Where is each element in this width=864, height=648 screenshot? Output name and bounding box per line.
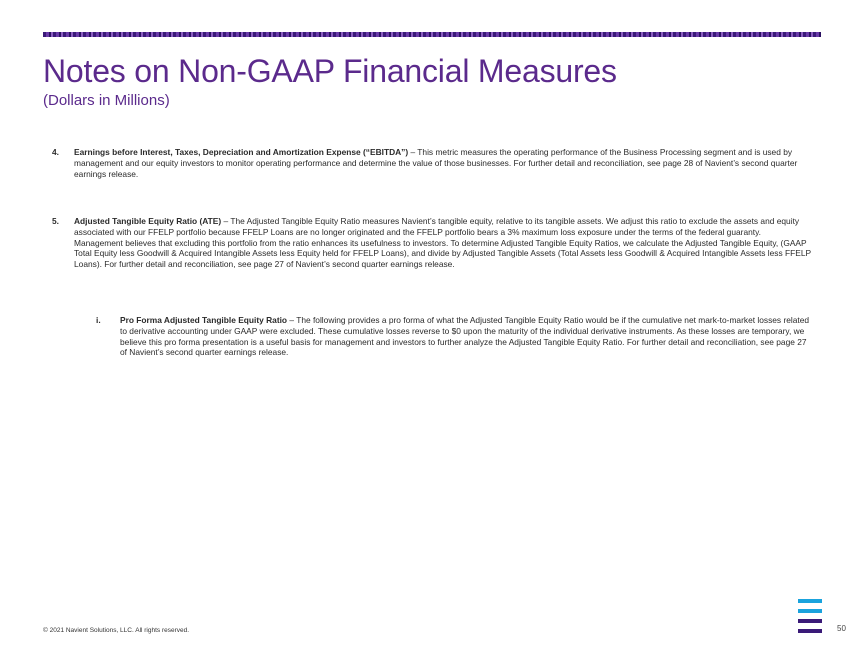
note-body xyxy=(74,147,812,179)
page-number: 50 xyxy=(837,624,846,633)
note-number: 5. xyxy=(52,216,59,226)
note-body xyxy=(74,216,812,270)
note-heading: Pro Forma Adjusted Tangible Equity Ratio xyxy=(120,315,288,325)
note-number: 4. xyxy=(52,147,59,157)
note-text: – The following provides a pro forma of what the Adjusted Tangible Equity Ratio would be if the cumulative net mark-to-market losses related to derivative accounting under GAAP were excluded. These cumulative losses reverse to $0 upon the maturity of the individual derivative instruments. As these losses are temporary, we believe this pro forma presentation is a useful basis for management and investors to further analyze the Adjusted Tangible Equity Ratio. For further detail and reconciliation, see page 27 of Navient’s second quarter earnings release. xyxy=(120,315,810,358)
note-body xyxy=(120,315,810,358)
note-heading: Adjusted Tangible Equity Ratio (ATE) xyxy=(74,216,222,226)
note-heading: Earnings before Interest, Taxes, Depreciation and Amortization Expense (“EBITDA”) xyxy=(74,147,409,157)
note-text: – The Adjusted Tangible Equity Ratio measures Navient’s tangible equity, relative to its tangible assets. We adjust this ratio to exclude the assets and equity associated with our FFELP portfolio because FFELP Loans are no longer originated and the FFELP portfolio bears a 3% maximum loss exposure under the terms of the federal guaranty. Management believes that excluding this portfolio from the ratio enhances its usefulness to investors. To determine Adjusted Tangible Equity Ratios, we calculate the Adjusted Tangible Equity, (GAAP Total Equity less Goodwill & Acquired Intangible Assets less Equity held for FFELP Loans), and divide by Adjusted Tangible Assets (Total Assets less Goodwill & Acquired Intangible Assets less FFELP Loans). For further detail and reconciliation, see page 27 of Navient’s second quarter earnings release. xyxy=(74,216,811,270)
copyright-footer: © 2021 Navient Solutions, LLC. All rights reserved. xyxy=(43,627,190,634)
note-text: – This metric measures the operating performance of the Business Processing segment and is used by management and our equity investors to monitor operating performance and determine the value of those businesses. For further detail and reconciliation, see page 28 of Navient’s second quarter earnings release. xyxy=(74,147,798,179)
page-title: Notes on Non-GAAP Financial Measures xyxy=(43,53,617,89)
note-number: i. xyxy=(96,315,101,325)
navient-bars-logo-icon xyxy=(798,599,822,635)
top-decorative-bar xyxy=(43,32,821,37)
page-subtitle: (Dollars in Millions) xyxy=(43,92,170,109)
